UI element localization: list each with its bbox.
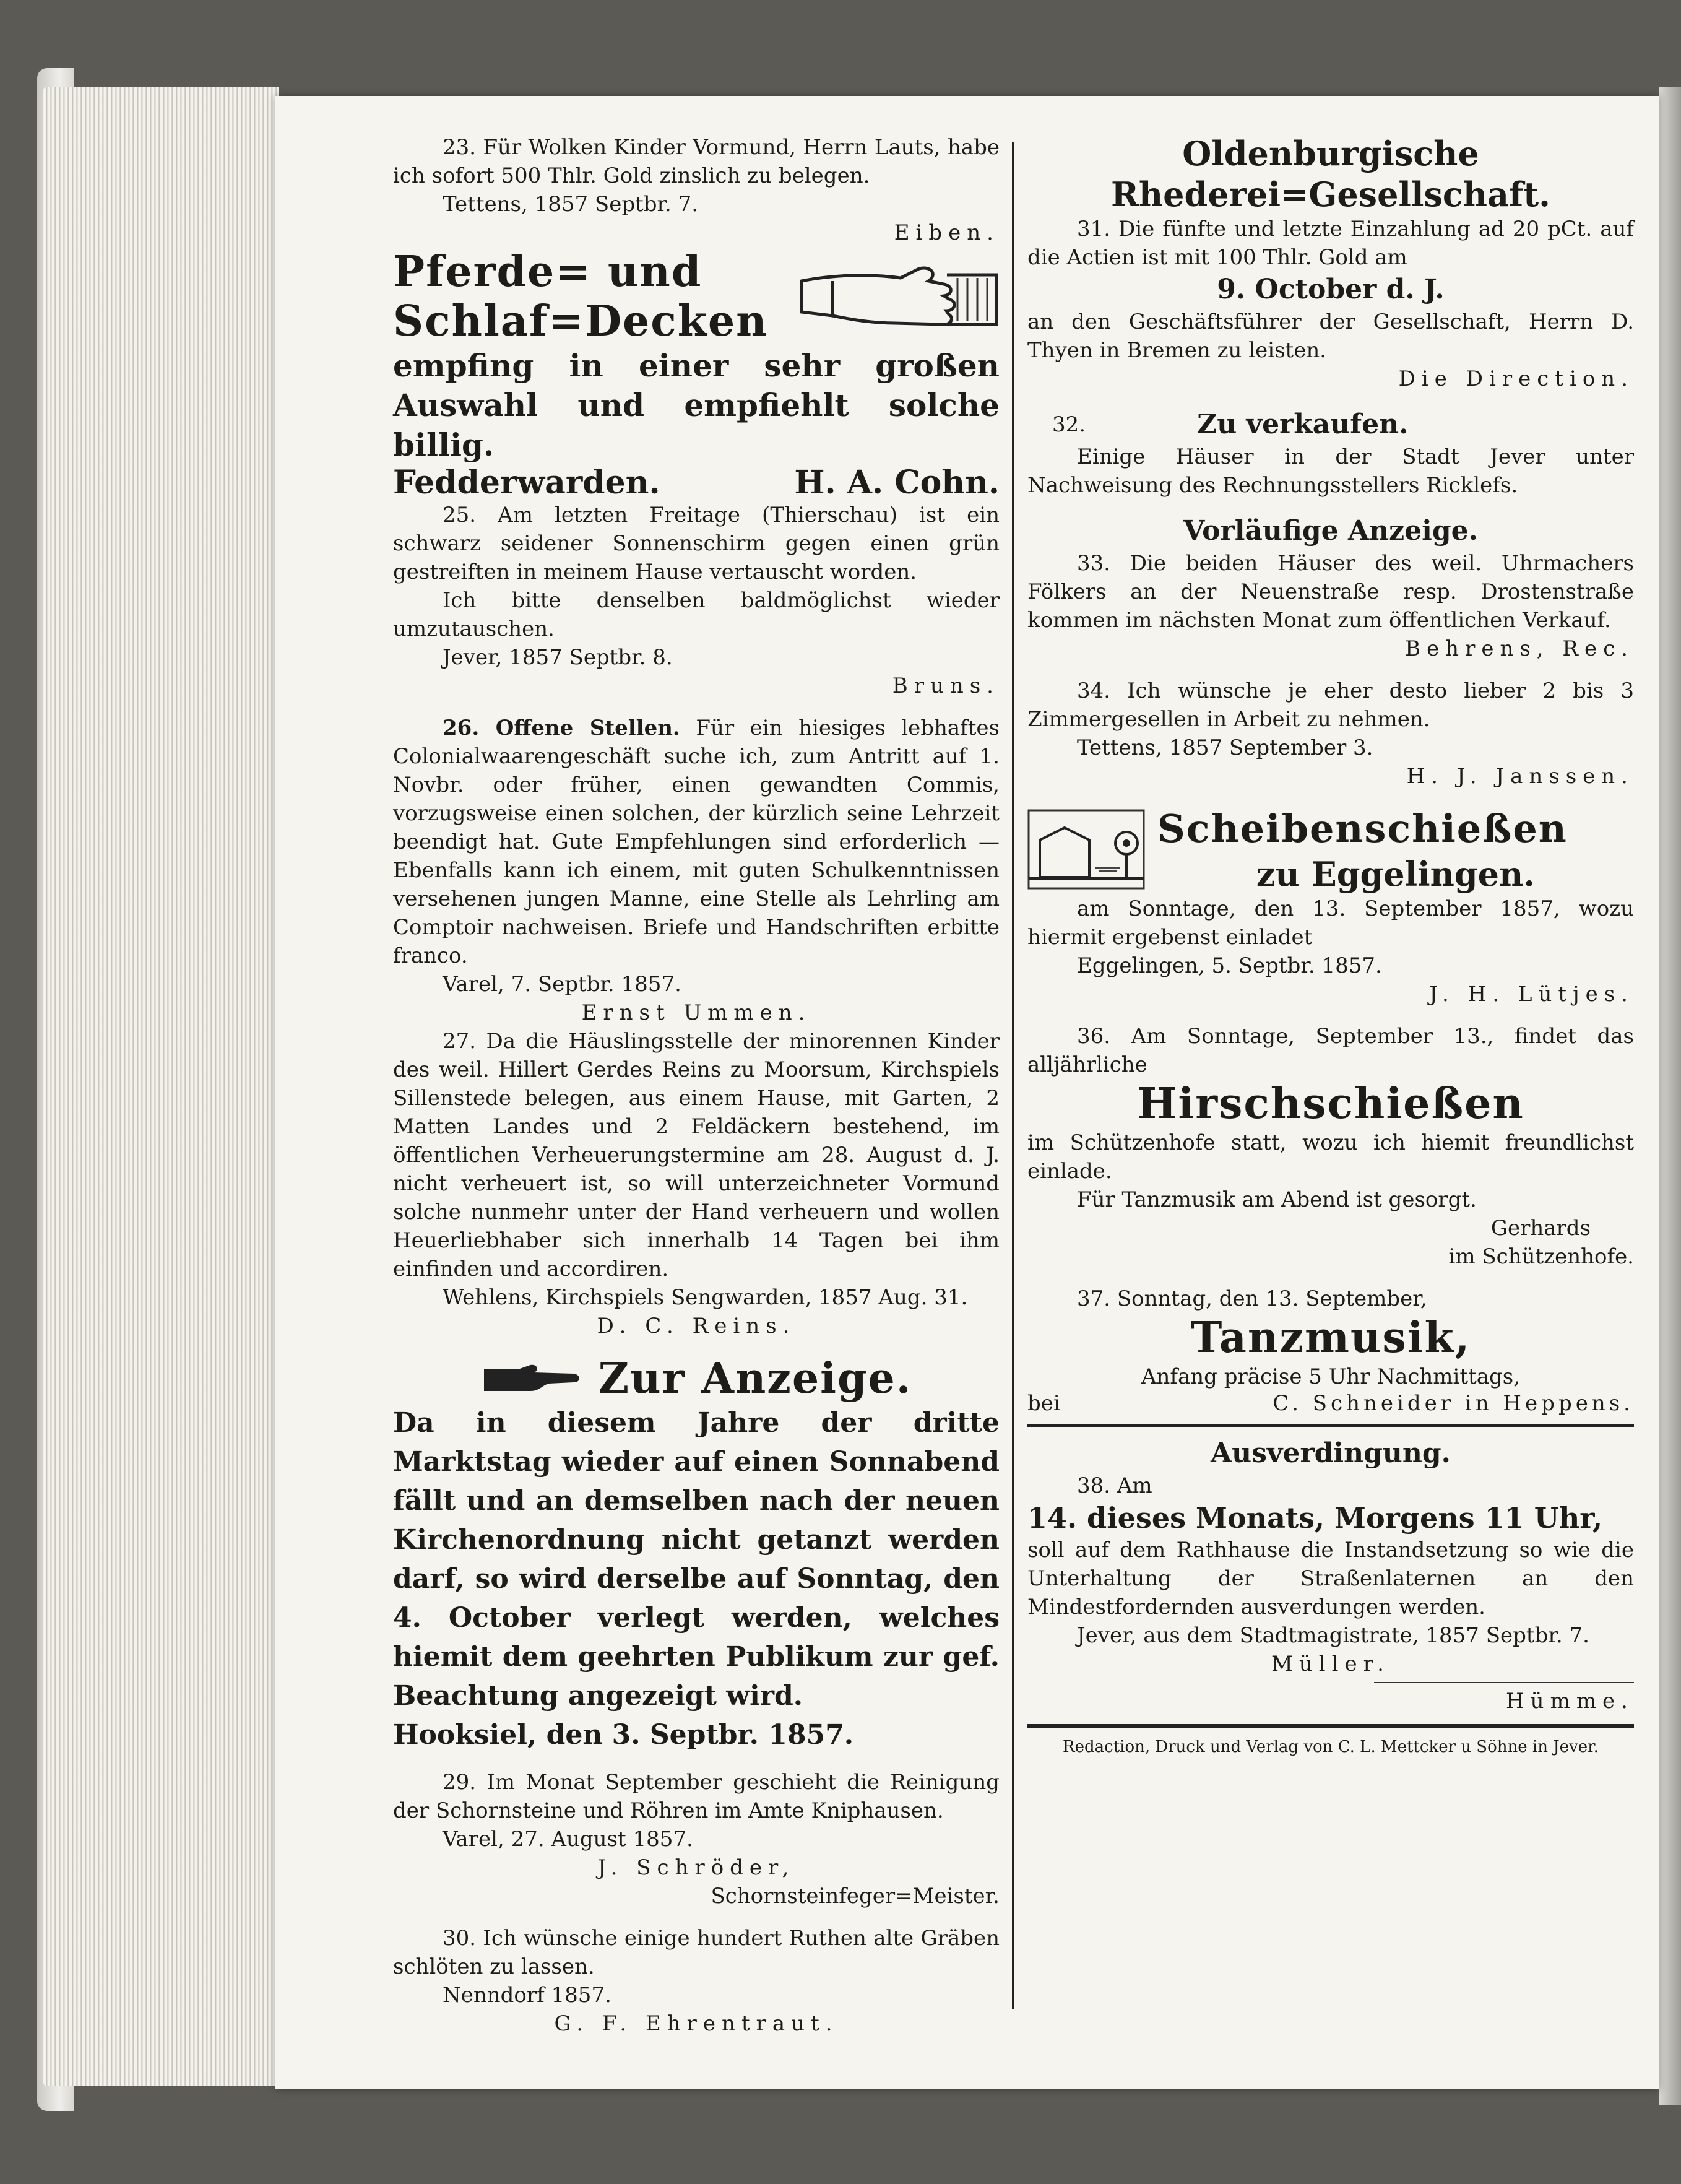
ad32-head: Zu verkaufen. <box>1197 409 1409 440</box>
ad38-date: 14. dieses Monats, Morgens 11 Uhr, <box>1027 1501 1603 1535</box>
ad28-place: Hooksiel, den 3. Septbr. 1857. <box>393 1719 854 1751</box>
ad-30 <box>393 1924 1000 2038</box>
ad25-place: Jever, 1857 Septbr. 8. <box>443 645 673 670</box>
ad34-text: 34. Ich wünsche je eher desto lieber 2 bis 3 Zimmergesellen in Arbeit zu nehmen. <box>1027 678 1634 732</box>
footer-rule <box>1027 1724 1634 1728</box>
ad29-text: 29. Im Monat September geschieht die Reinigung der Schornsteine und Röhren im Amte Kniphausen. <box>393 1770 1000 1823</box>
ad27-place: Wehlens, Kirchspiels Sengwarden, 1857 Aug. 31. <box>443 1285 968 1310</box>
ad36-text: 36. Am Sonntage, September 13., findet das alljährliche <box>1027 1024 1634 1077</box>
ad31-text: 31. Die fünfte und letzte Einzahlung ad 20 pCt. auf die Actien ist mit 100 Thlr. Gold am <box>1027 217 1634 270</box>
ad37-text: 37. Sonntag, den 13. September, <box>1077 1286 1427 1311</box>
ad35-title2: zu Eggelingen. <box>1256 854 1536 894</box>
signature-rule <box>1374 1682 1634 1683</box>
ad24-place: Fedderwarden. <box>393 464 660 501</box>
ad26-text: Für ein hiesiges lebhaftes Colonialwaarengeschäft suche ich, zum Antritt auf 1. Novbr. oder früher, einen gewandten Commis, vorzugsweise einen solchen, der kürzlich seine Lehrzeit beendigt hat. Gute Empfehlungen sind erforderlich — Ebenfalls kann ich einem, mit guten Schulkenntnissen versehenen jungen Manne, eine Stelle als Lehrling am Comptoir nachweisen. Briefe und Handschriften erbitte franco. <box>393 716 1000 968</box>
ad38-head: Ausverdingung. <box>1211 1437 1451 1469</box>
ad36-title: Hirschschießen <box>1137 1079 1524 1129</box>
ad34-sign: H. J. Janssen. <box>1406 764 1634 789</box>
ad34-place: Tettens, 1857 September 3. <box>1077 735 1373 760</box>
ad28-body: Da in diesem Jahre der dritte Marktstag wieder auf einen Sonnabend fällt und an demselben nach der neuen Kirchenordnung nicht getanzt werden darf, so wird derselbe auf Sonntag, den 4. October verlegt werden, welches hiemit dem geehrten Publikum zur gef. Beachtung angezeigt wird. <box>393 1407 1000 1712</box>
ad-23 <box>393 133 1000 247</box>
ad-37 <box>1027 1285 1634 1416</box>
ad31-date: 9. October d. J. <box>1217 274 1445 305</box>
ad-27 <box>393 1027 1000 1340</box>
ad35-text: am Sonntage, den 13. September 1857, wozu hiermit ergebenst einladet <box>1027 896 1634 950</box>
left-column <box>393 133 1000 2038</box>
ad31-sign: Die Direction. <box>1398 366 1634 391</box>
ad-32 <box>1027 407 1634 500</box>
ad-35 <box>1027 804 1634 1008</box>
shooting-target-illustration-icon <box>1027 809 1145 890</box>
ad33-text: 33. Die beiden Häuser des weil. Uhrmachers Fölkers an der Neuenstraße resp. Drostenstraße kommen im nächsten Monat zum öffentlichen Verkauf. <box>1027 551 1634 633</box>
ad-26 <box>393 714 1000 1027</box>
ad26-place: Varel, 7. Septbr. 1857. <box>443 972 681 997</box>
ad30-sign: G. F. Ehrentraut. <box>554 2011 839 2036</box>
ad37-text2: Anfang präcise 5 Uhr Nachmittags, <box>1141 1364 1521 1389</box>
footer-imprint: Redaction, Druck und Verlag von C. L. Mettcker u Söhne in Jever. <box>1063 1738 1599 1756</box>
ad36-sign: Gerhards <box>1490 1216 1591 1241</box>
ad26-head: 26. Offene Stellen. <box>443 716 680 740</box>
ad37-title: Tanzmusik, <box>1190 1313 1471 1363</box>
ad25-text: 25. Am letzten Freitage (Thierschau) ist ein schwarz seidener Sonnenschirm gegen einen grün gestreiften in meinem Hause vertauscht worden. <box>393 503 1000 584</box>
ad37-bei: bei <box>1027 1391 1060 1416</box>
ad23-text: 23. Für Wolken Kinder Vormund, Herrn Lauts, habe ich sofort 500 Thlr. Gold zinslich zu belegen. <box>393 135 1000 188</box>
ad31-text2: an den Geschäftsführer der Gesellschaft, Herrn D. Thyen in Bremen zu leisten. <box>1027 310 1634 363</box>
ad-33 <box>1027 513 1634 663</box>
ad-28 <box>393 1354 1000 1754</box>
right-column <box>1027 133 1634 1757</box>
pointing-hand-small-icon <box>481 1360 586 1397</box>
ad33-head: Vorläufige Anzeige. <box>1183 515 1478 547</box>
newspaper-page <box>275 96 1659 2089</box>
ad23-place: Tettens, 1857 Septbr. 7. <box>443 192 699 217</box>
ad38-place: Jever, aus dem Stadtmagistrate, 1857 Septbr. 7. <box>1077 1623 1589 1648</box>
ad26-sign: Ernst Ummen. <box>581 1000 811 1025</box>
book-right-edge <box>1659 87 1681 2105</box>
ad31-title1: Oldenburgische <box>1182 134 1479 173</box>
ad36-text3: Für Tanzmusik am Abend ist gesorgt. <box>1077 1187 1477 1212</box>
ad38-sign2: Hümme. <box>1506 1689 1634 1714</box>
ad36-text2: im Schützenhofe statt, wozu ich hiemit freundlichst einlade. <box>1027 1130 1634 1184</box>
ad-29 <box>393 1768 1000 1910</box>
ad27-sign: D. C. Reins. <box>597 1314 796 1338</box>
ad24-body: empfing in einer sehr großen Auswahl und empfiehlt solche billig. <box>393 347 1000 463</box>
ad32-text: Einige Häuser in der Stadt Jever unter Nachweisung des Rechnungsstellers Ricklefs. <box>1027 444 1634 498</box>
ad38-num: 38. Am <box>1077 1473 1152 1498</box>
ad-34 <box>1027 677 1634 791</box>
section-rule <box>1027 1424 1634 1427</box>
ad-36 <box>1027 1022 1634 1271</box>
ad35-place: Eggelingen, 5. Septbr. 1857. <box>1077 953 1382 978</box>
book-page-edges <box>43 87 279 2086</box>
ad35-title1: Scheibenschießen <box>1157 806 1568 851</box>
ad36-sign2: im Schützenhofe. <box>1448 1244 1634 1269</box>
ad-38 <box>1027 1436 1634 1715</box>
ad38-sign: Müller. <box>1271 1652 1390 1676</box>
ad29-sign: J. Schröder, <box>597 1855 795 1880</box>
ad32-num: 32. <box>1052 412 1086 437</box>
ad28-title: Zur Anzeige. <box>598 1354 912 1403</box>
ad24-sign: H. A. Cohn. <box>794 464 1000 501</box>
ad29-sign2: Schornsteinfeger=Meister. <box>711 1884 1000 1909</box>
ad23-sign: Eiben. <box>894 220 1000 245</box>
ad37-sign: C. Schneider in Heppens. <box>1273 1391 1634 1416</box>
ad31-title2: Rhederei=Gesellschaft. <box>1111 175 1550 214</box>
ad30-text: 30. Ich wünsche einige hundert Ruthen alte Gräben schlöten zu lassen. <box>393 1926 1000 1979</box>
ad-25 <box>393 501 1000 700</box>
ad27-text: 27. Da die Häuslingsstelle der minorennen Kinder des weil. Hillert Gerdes Reins zu Moorsum, Kirchspiels Sillenstede belegen, aus einem Hause, mit Garten, 2 Matten Landes und 2 Feldäckern bestehend, im öffentlichen Verheuerungstermine am 28. August d. J. nicht verheuert ist, so will unterzeichneter Vormund solche nunmehr unter der Hand verheuern und wollen Heuerliebhaber sich innerhalb 14 Tagen bei ihm einfinden und accordiren. <box>393 1029 1000 1281</box>
ad38-text: soll auf dem Rathhause die Instandsetzung so wie die Unterhaltung der Straßenlaternen an den Mindestfordernden ausverdungen werden. <box>1027 1538 1634 1619</box>
ad24-title1: Pferde= und <box>393 247 702 297</box>
pointing-hand-icon <box>795 256 1000 337</box>
ad25-sign: Bruns. <box>892 674 1000 698</box>
ad30-place: Nenndorf 1857. <box>443 1983 611 2008</box>
ad24-title2: Schlaf=Decken <box>393 297 768 346</box>
ad29-place: Varel, 27. August 1857. <box>443 1827 693 1852</box>
ad25-text2: Ich bitte denselben baldmöglichst wieder umzutauschen. <box>393 588 1000 641</box>
ad-31 <box>1027 133 1634 393</box>
ad35-sign: J. H. Lütjes. <box>1429 982 1634 1007</box>
column-divider <box>1012 142 1014 2009</box>
ad-24 <box>393 247 1000 501</box>
ad33-sign: Behrens, Rec. <box>1405 636 1634 661</box>
